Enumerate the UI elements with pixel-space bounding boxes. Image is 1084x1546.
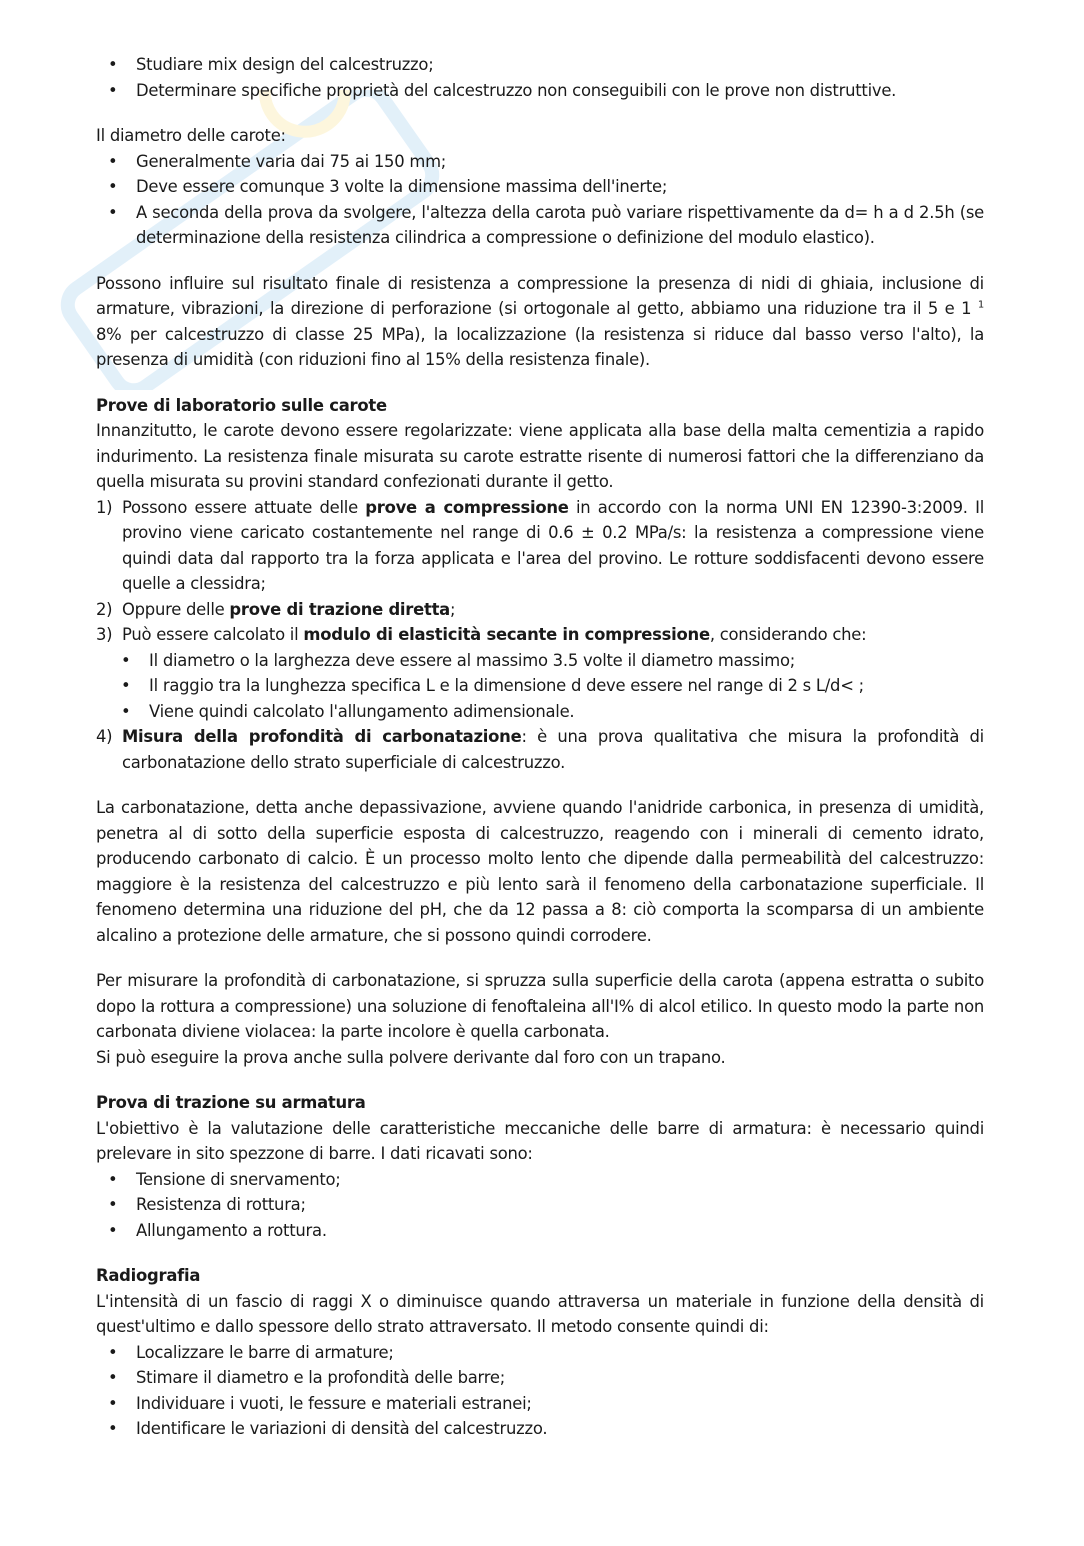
item-text: Possono essere attuate delle [122, 497, 366, 517]
list-item: • Localizzare le barre di armature; [96, 1340, 984, 1366]
fattori-text-cont: 8% per calcestruzzo di classe 25 MPa), la localizzazione (la resistenza si riduce dal basso verso l'alto), la presenza di umidità (con riduzioni fino al 15% della resistenza finale). [96, 324, 984, 369]
section-heading-lab: Prove di laboratorio sulle carote [96, 395, 387, 415]
numbered-item [96, 724, 984, 775]
fattori-paragraph [96, 271, 984, 373]
item-text: , considerando che: [709, 625, 867, 644]
document-page [96, 52, 984, 1442]
list-item: • Individuare i vuoti, le fessure e materiali estranei; [96, 1391, 984, 1417]
item-number: 3) [96, 625, 113, 644]
list-item: • Generalmente varia dai 75 ai 150 mm; [96, 149, 984, 175]
list-item: • Identificare le variazioni di densità del calcestruzzo. [96, 1416, 984, 1442]
lab-numbered-list-cont [96, 724, 984, 775]
numbered-item [96, 622, 984, 648]
item-number: 2) [96, 599, 113, 619]
item-bold-text: modulo di elasticità secante in compressione [303, 625, 710, 644]
section-heading-radiografia: Radiografia [96, 1266, 201, 1285]
list-item: • Stimare il diametro e la profondità delle barre; [96, 1365, 984, 1391]
item-text: Oppure delle [122, 599, 230, 619]
list-item: • Deve essere comunque 3 volte la dimensione massima dell'inerte; [96, 174, 984, 200]
diametro-list [96, 149, 984, 251]
item-text: ; [449, 599, 456, 619]
radiografia-list [96, 1340, 984, 1442]
list-item: • Determinare specifiche proprietà del calcestruzzo non conseguibili con le prove non distruttive. [96, 78, 984, 104]
list-item: • Il raggio tra la lunghezza specifica L e la dimensione d deve essere nel range di 2 s L/d< ; [96, 673, 984, 699]
list-item: • Il diametro o la larghezza deve essere al massimo 3.5 volte il diametro massimo; [96, 648, 984, 674]
numbered-item [96, 597, 984, 623]
intro-bullet-list [96, 52, 984, 103]
diametro-lead: Il diametro delle carote: [96, 126, 286, 145]
lab-intro: Innanzitutto, le carote devono essere regolarizzate: viene applicata alla base della malta cementizia a rapido indurimento. La resistenza finale misurata su carote estratte risente di numerosi fattori che la differenziano da quella misurata su provini standard confezionati durante il getto. [96, 421, 984, 491]
lab-numbered-list [96, 495, 984, 648]
list-item: • Resistenza di rottura; [96, 1192, 984, 1218]
item-number: 4) [96, 727, 113, 746]
item-number: 1) [96, 497, 113, 517]
list-item: • Viene quindi calcolato l'allungamento adimensionale. [96, 699, 984, 725]
misura-paragraph: Per misurare la profondità di carbonatazione, si spruzza sulla superficie della carota (appena estratta o subito dopo la rottura a compressione) una soluzione di fenoftaleina all'I% di alcol etilico. In questo modo la parte non carbonata diviene violacea: la parte incolore è quella carbonata. [96, 971, 984, 1041]
list-item: • Tensione di snervamento; [96, 1167, 984, 1193]
item-bold-text: prove a compressione [365, 497, 569, 517]
radiografia-intro: L'intensità di un fascio di raggi X o diminuisce quando attraversa un materiale in funzione della densità di quest'ultimo e dallo spessore dello strato attraversato. Il metodo consente quindi di: [96, 1291, 984, 1336]
modulo-sub-list [96, 648, 984, 725]
section-heading-trazione: Prova di trazione su armatura [96, 1093, 366, 1112]
fattori-text: Possono influire sul risultato finale di resistenza a compressione la presenza di nidi di ghiaia, inclusione di armature, vibrazioni, la direzione di perforazione (si ortogonale al getto, abbiamo una riduzione tra il 5 e 1 [96, 273, 984, 318]
carbonatazione-paragraph: La carbonatazione, detta anche depassivazione, avviene quando l'anidride carbonica, in presenza di umidità, penetra al di sotto della superficie esposta di calcestruzzo, reagendo con i minerali di cemento idrato, producendo carbonato di calcio. È un processo molto lento che dipende dalla permeabilità del calcestruzzo: maggiore è la resistenza del calcestruzzo e più lento sarà il fenomeno della carbonatazione superficiale. Il fenomeno determina una riduzione del pH, che da 12 passa a 8: ciò comporta la scomparsa di un ambiente alcalino a protezione delle armature, che si possono quindi corrodere. [96, 798, 984, 945]
footnote-marker: 1 [977, 299, 984, 311]
misura-paragraph-2: Si può eseguire la prova anche sulla polvere derivante dal foro con un trapano. [96, 1047, 726, 1067]
list-item: • Allungamento a rottura. [96, 1218, 984, 1244]
numbered-item [96, 495, 984, 597]
list-item: • Studiare mix design del calcestruzzo; [96, 52, 984, 78]
item-text: in accordo con la norma UNI EN 12390-3:2009. Il provino viene caricato costantemente nel range di 0.6 ± 0.2 MPa/s: la resistenza a compressione viene quindi data dal rapporto tra la forza applicata e l'area del provino. Le rotture soddisfacenti devono essere quelle a clessidra; [122, 497, 985, 593]
item-bold-text: Misura della profondità di carbonatazione [122, 727, 522, 746]
item-bold-text: prove di trazione diretta [229, 599, 450, 619]
trazione-list [96, 1167, 984, 1244]
list-item: • A seconda della prova da svolgere, l'altezza della carota può variare rispettivamente da d= h a d 2.5h (se determinazione della resistenza cilindrica a compressione o definizione del modulo elastico). [96, 200, 984, 251]
item-text: Può essere calcolato il [122, 625, 304, 644]
trazione-intro: L'obiettivo è la valutazione delle caratteristiche meccaniche delle barre di armatura: è necessario quindi prelevare in sito spezzone di barre. I dati ricavati sono: [96, 1118, 984, 1163]
item-text: : è una prova qualitativa che misura la profondità di carbonatazione dello strato superficiale di calcestruzzo. [122, 727, 984, 772]
